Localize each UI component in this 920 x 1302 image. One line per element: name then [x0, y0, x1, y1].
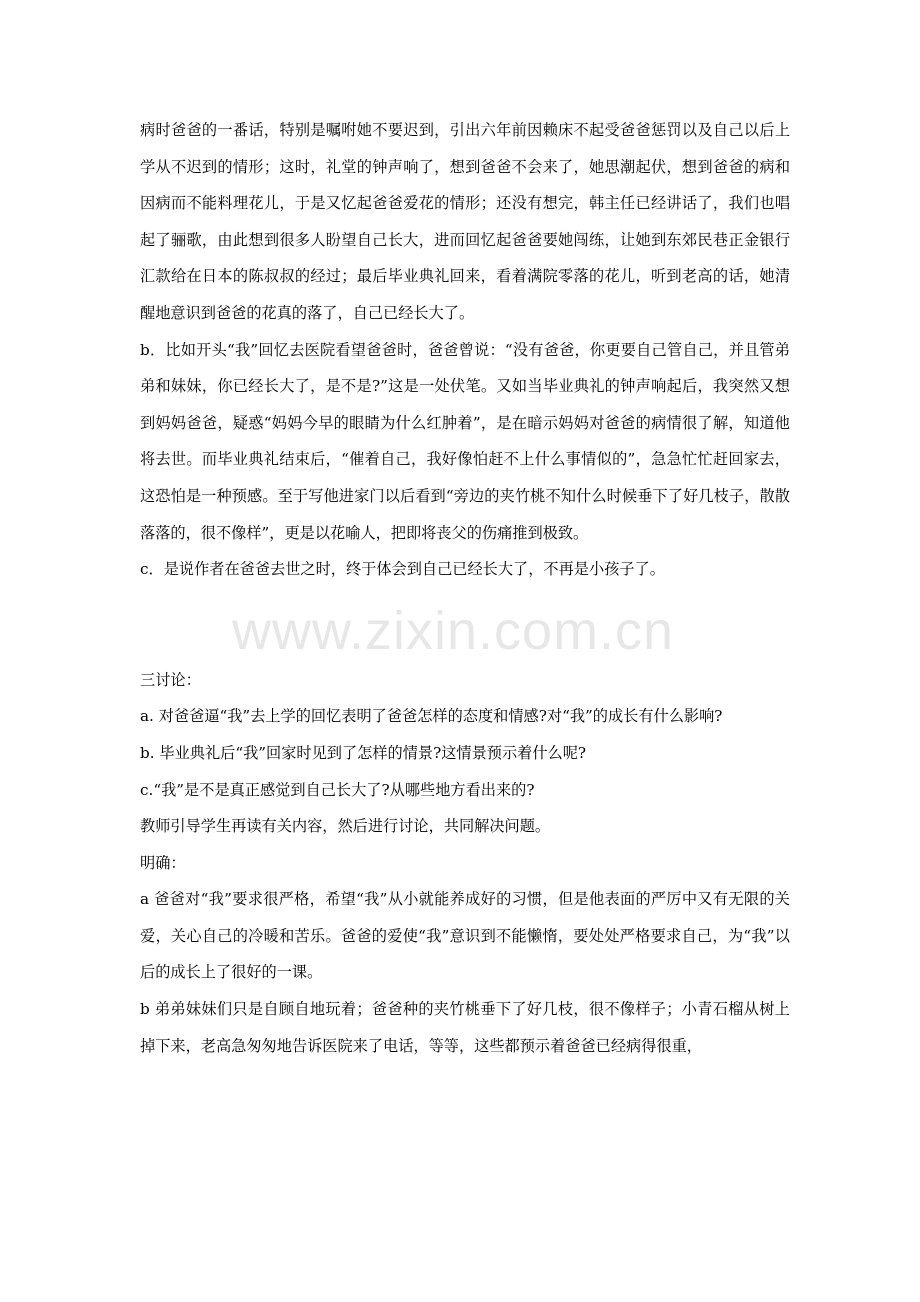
- paragraph-answer-c: c．是说作者在爸爸去世之时，终于体会到自己已经长大了，不再是小孩子了。: [140, 560, 665, 579]
- paragraph-answer-b: b．比如开头“我”回忆去医院看望爸爸时，爸爸曾说：“没有爸爸，你更要自己管自己，并且管弟弟和妹妹，你已经长大了，是不是?”这是一处伏笔。又如当毕业典礼的钟声响起后，我突然又想到妈妈爸爸，疑惑“妈妈今早的眼睛为什么红肿着”，是在暗示妈妈对爸爸的病情很了解，知道他将去世。而毕业典礼结束后，“催着自己，我好像怕赶不上什么事情似的”，急急忙忙赶回家去，这恐怕是一种预感。至于写他进家门以后看到“旁边的夹竹桃不知什么时候垂下了好几枝子，散散落落的，很不像样”，更是以花喻人，把即将丧父的伤痛推到极致。: [140, 340, 790, 542]
- question-a: a. 对爸爸逼“我”去上学的回忆表明了爸爸怎样的态度和情感?对“我”的成长有什么影响?: [140, 707, 723, 726]
- clarify-b: b 弟弟妹妹们只是自顾自地玩着；爸爸种的夹竹桃垂下了好几枝，很不像样子；小青石榴从树上掉下来，老高急匆匆地告诉医院来了电话，等等，这些都预示着爸爸已经病得很重，: [140, 1000, 790, 1055]
- document-body: [140, 112, 790, 1064]
- paragraph-section-a-end: 病时爸爸的一番话，特别是嘱咐她不要迟到，引出六年前因赖床不起受爸爸惩罚以及自己以后上学从不迟到的情形；这时，礼堂的钟声响了，想到爸爸不会来了，她思潮起伏，想到爸爸的病和因病而不能料理花儿，于是又忆起爸爸爱花的情形；还没有想完，韩主任已经讲话了，我们也唱起了骊歌，由此想到很多人盼望自己长大，进而回忆起爸爸要她闯练，让她到东郊民巷正金银行汇款给在日本的陈叔叔的经过；最后毕业典礼回来，看着满院零落的花儿，听到老高的话，她清醒地意识到爸爸的花真的落了，自己已经长大了。: [140, 121, 790, 322]
- question-c: c.“我”是不是真正感觉到自己长大了?从哪些地方看出来的?: [140, 780, 535, 799]
- watermark-text: www.zixin.com.cn: [232, 601, 675, 661]
- discussion-heading: 三讨论：: [140, 670, 201, 689]
- teacher-note: 教师引导学生再读有关内容，然后进行讨论，共同解决问题。: [140, 817, 551, 836]
- clarify-a: a 爸爸对“我”要求很严格，希望“我”从小就能养成好的习惯，但是他表面的严厉中又有无限的关爱，关心自己的冷暖和苦乐。爸爸的爱使“我”意识到不能懒惰，要处处严格要求自己，为“我”以后的成长上了很好的一课。: [140, 890, 790, 982]
- clarify-label: 明确：: [140, 853, 186, 872]
- question-b: b. 毕业典礼后“我”回家时见到了怎样的情景?这情景预示着什么呢?: [140, 743, 587, 762]
